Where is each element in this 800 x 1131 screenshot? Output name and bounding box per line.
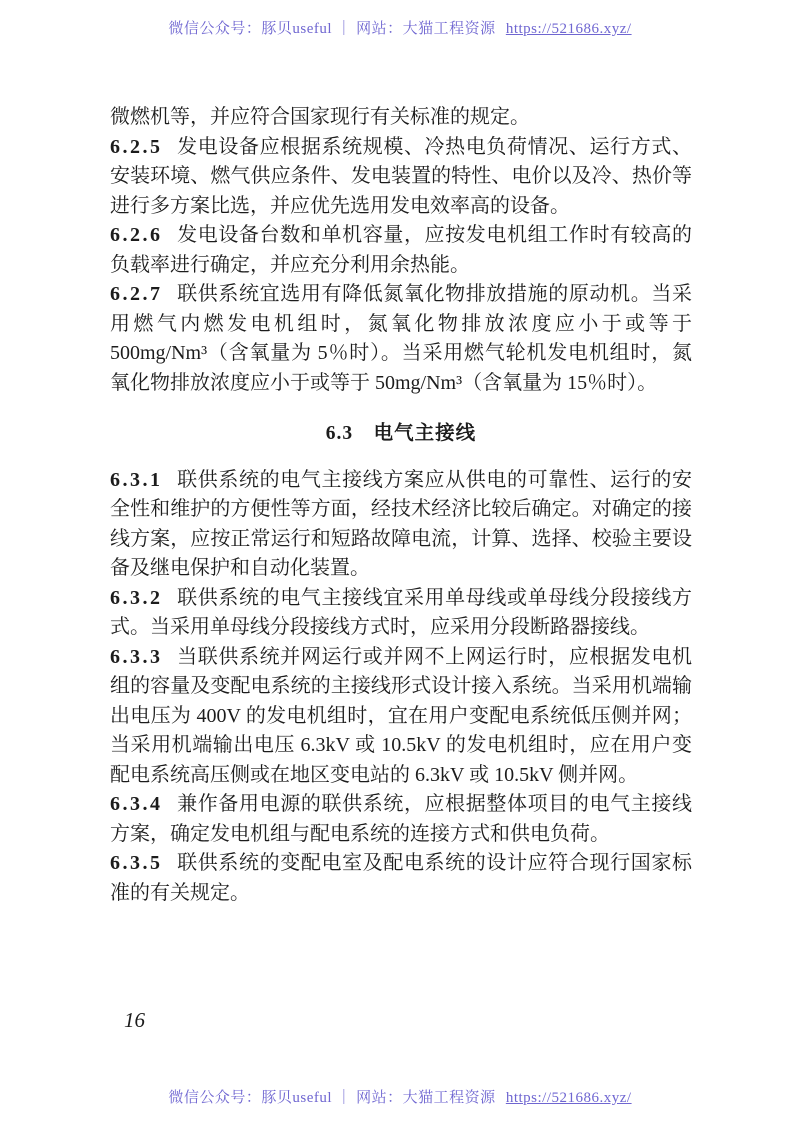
document-body bbox=[110, 103, 692, 908]
clause-text: 联供系统宜选用有降低氮氧化物排放措施的原动机。当采用燃气内燃发电机组时，氮氧化物排放浓度应小于或等于 500mg/Nm³（含氧量为 5％时）。当采用燃气轮机发电机组时，氮氧化物排放浓度应小于或等于 50mg/Nm³（含氧量为 15％时）。 bbox=[110, 283, 692, 394]
clause-paragraph bbox=[110, 133, 692, 222]
clause-number: 6.3.2 bbox=[110, 586, 163, 609]
clause-number: 6.3.3 bbox=[110, 645, 163, 668]
clause-text: 发电设备台数和单机容量，应按发电机组工作时有较高的负载率进行确定，并应充分利用余热能。 bbox=[110, 224, 692, 276]
footer-watermark-text: 微信公众号：豚贝useful ｜ 网站：大猫工程资源 bbox=[168, 1090, 496, 1106]
clause-number: 6.2.6 bbox=[110, 224, 163, 246]
clause-text: 兼作备用电源的联供系统，应根据整体项目的电气主接线方案，确定发电机组与配电系统的连接方式和供电负荷。 bbox=[110, 793, 692, 845]
clause-text: 联供系统的变配电室及配电系统的设计应符合现行国家标准的有关规定。 bbox=[110, 852, 692, 904]
header-watermark bbox=[0, 17, 800, 38]
clause-paragraph bbox=[110, 221, 692, 280]
header-watermark-text: 微信公众号：豚贝useful ｜ 网站：大猫工程资源 bbox=[168, 21, 496, 37]
footer-watermark-link[interactable]: https://521686.xyz/ bbox=[505, 1090, 632, 1106]
clause-text: 联供系统的电气主接线方案应从供电的可靠性、运行的安全性和维护的方便性等方面，经技术经济比较后确定。对确定的接线方案，应按正常运行和短路故障电流，计算、选择、校验主要设备及继电保护和自动化装置。 bbox=[110, 468, 692, 579]
clause-number: 6.2.5 bbox=[110, 135, 163, 158]
clause-paragraph bbox=[110, 466, 692, 584]
page-number: 16 bbox=[124, 1008, 145, 1032]
clause-text: 微燃机等，并应符合国家现行有关标准的规定。 bbox=[110, 106, 530, 128]
header-watermark-link[interactable]: https://521686.xyz/ bbox=[505, 21, 632, 37]
clause-number: 6.2.7 bbox=[110, 283, 163, 305]
section-heading: 6.3 电气主接线 bbox=[325, 423, 477, 444]
clause-text: 当联供系统并网运行或并网不上网运行时，应根据发电机组的容量及变配电系统的主接线形式设计接入系统。当采用机端输出电压为 400V 的发电机组时，宜在用户变配电系统低压侧并网；当采用机端输出电压 6.3kV 或 10.5kV 的发电机组时，应在用户变配电系统高压侧或在地区变电站的 6.3kV 或 10.5kV 侧并网。 bbox=[110, 645, 692, 786]
clause-paragraph bbox=[110, 790, 692, 849]
clause-text: 联供系统的电气主接线宜采用单母线或单母线分段接线方式。当采用单母线分段接线方式时，应采用分段断路器接线。 bbox=[110, 586, 692, 638]
footer-watermark bbox=[0, 1086, 800, 1107]
paragraph-continuation bbox=[110, 103, 692, 133]
clause-paragraph bbox=[110, 280, 692, 398]
clause-text: 发电设备应根据系统规模、冷热电负荷情况、运行方式、安装环境、燃气供应条件、发电装置的特性、电价以及冷、热价等进行多方案比选，并应优先选用发电效率高的设备。 bbox=[110, 135, 692, 217]
clause-number: 6.3.5 bbox=[110, 852, 163, 874]
clause-number: 6.3.4 bbox=[110, 793, 163, 815]
clause-paragraph bbox=[110, 584, 692, 643]
clause-paragraph bbox=[110, 849, 692, 908]
clause-paragraph bbox=[110, 643, 692, 791]
clause-number: 6.3.1 bbox=[110, 468, 163, 491]
